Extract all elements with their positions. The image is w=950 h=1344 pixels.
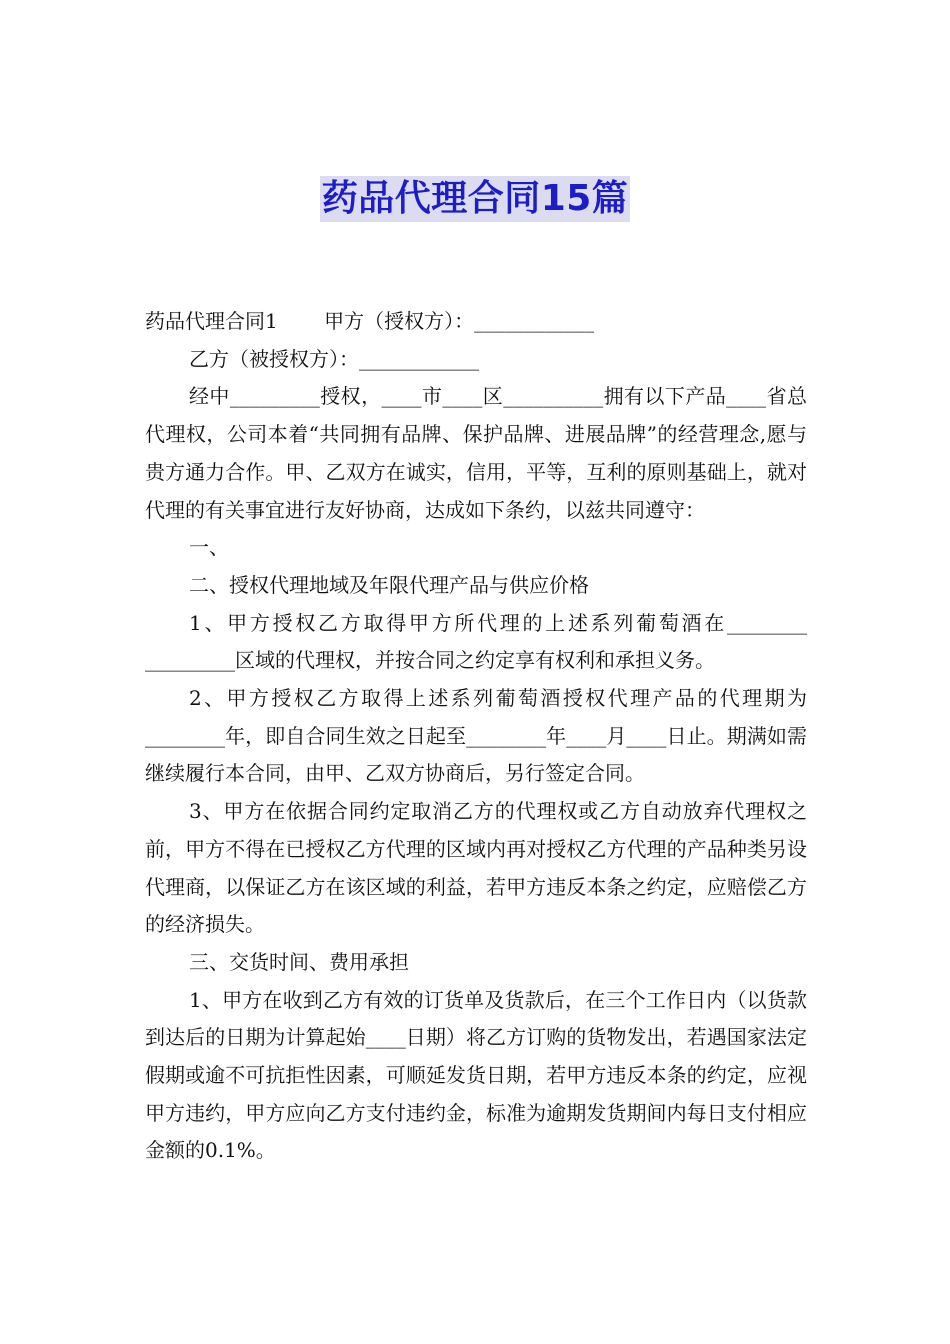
paragraph-intro: 经中_________授权，____市____区__________拥有以下产品____省总代理权，公司本着“共同拥有品牌、保护品牌、进展品牌”的经营理念,愿与贵方通力合作。甲、乙双方在诚实，信用，平等，互利的原则基础上，就对代理的有关事宜进行友好协商，达成如下条约，以兹共同遵守： [145,384,807,522]
clause-2-3: 3、甲方在依据合同约定取消乙方的代理权或乙方自动放弃代理权之前，甲方不得在已授权乙方代理的区域内再对授权乙方代理的产品种类另设代理商，以保证乙方在该区域的利益，若甲方违反本条之约定，应赔偿乙方的经济损失。 [145,799,807,937]
section-heading-2: 二、授权代理地域及年限代理产品与供应价格 [189,572,589,597]
section-heading-3: 三、交货时间、费用承担 [189,949,409,974]
document-title: 药品代理合同15篇 [320,176,631,222]
section-heading-1: 一、 [189,535,229,560]
title-container [0,176,950,222]
clause-3-1: 1、甲方在收到乙方有效的订货单及货款后，在三个工作日内（以货款到达后的日期为计算起始____日期）将乙方订购的货物发出，若遇国家法定假期或逾不可抗拒性因素，可顺延发货日期，若甲方违反本条的约定，应视甲方违约，甲方应向乙方支付违约金，标准为逾期发货期间内每日支付相应金额的0.1%。 [145,987,807,1163]
paragraph-party-b: 乙方（被授权方）：____________ [189,346,479,371]
clause-2-2: 2、甲方授权乙方取得上述系列葡萄酒授权代理产品的代理期为________年，即自合同生效之日起至________年____月____日止。期满如需继续履行本合同，由甲、乙双方协商后，另行签定合同。 [145,686,807,786]
document-body [145,303,807,1170]
paragraph-party-a: 药品代理合同1 甲方（授权方）：____________ [145,309,595,333]
clause-2-1: 1、甲方授权乙方取得甲方所代理的上述系列葡萄酒在________ _________区域的代理权，并按合同之约定享有权利和承担义务。 [145,610,807,673]
